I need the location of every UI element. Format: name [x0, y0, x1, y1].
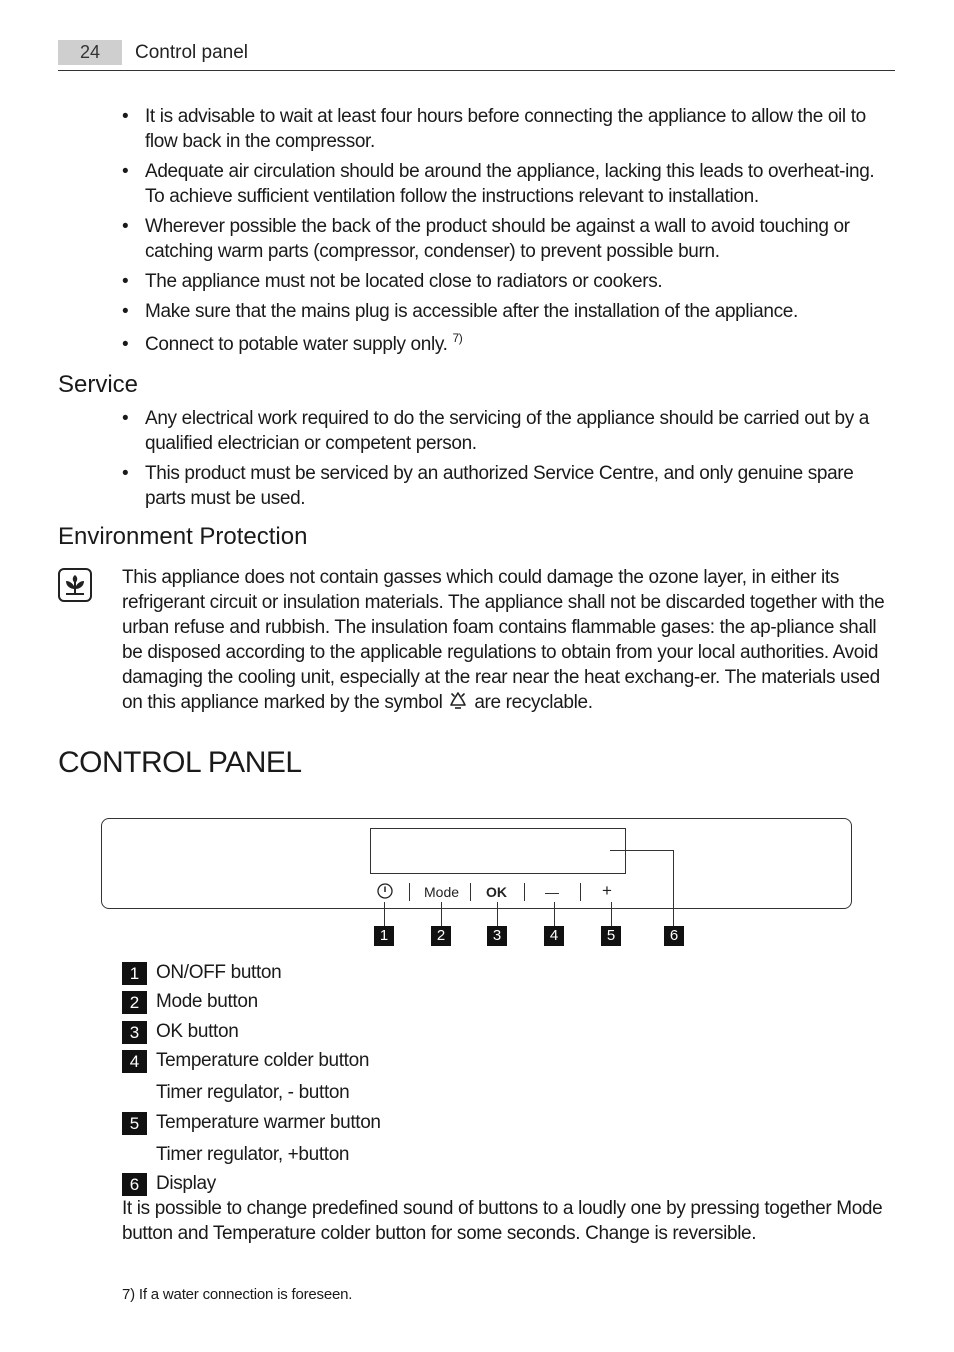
- panel-separator: [524, 883, 525, 901]
- callout-6: 6: [664, 926, 684, 946]
- installation-list: [122, 104, 897, 362]
- list-item: • It is advisable to wait at least four hours before connecting the appliance to allow the oil to flow back in the compressor.: [122, 104, 897, 154]
- recycle-icon: [447, 690, 469, 719]
- environment-icon: [58, 568, 92, 602]
- legend-number: 2: [122, 991, 147, 1014]
- callout-4: 4: [544, 926, 564, 946]
- callout-3: 3: [487, 926, 507, 946]
- callout-line-6-horizontal: [610, 850, 674, 851]
- service-list: [122, 406, 897, 516]
- display-area: [370, 828, 626, 874]
- page-number: 24: [58, 40, 122, 65]
- control-panel-heading: CONTROL PANEL: [58, 746, 302, 779]
- list-item: • Adequate air circulation should be around the appliance, lacking this leads to overheat-ing. To achieve sufficient ventilation follow the instructions relevant to installation.: [122, 159, 897, 209]
- list-item: • Any electrical work required to do the servicing of the appliance should be carried out by a qualified electrician or competent person.: [122, 406, 897, 456]
- callout-2: 2: [431, 926, 451, 946]
- footnote: 7) If a water connection is foreseen.: [122, 1286, 353, 1303]
- legend-number: 1: [122, 962, 147, 985]
- ok-button-label: OK: [486, 884, 507, 900]
- callout-5: 5: [601, 926, 621, 946]
- plus-button-label: +: [602, 881, 612, 900]
- list-item: • The appliance must not be located close to radiators or cookers.: [122, 269, 897, 294]
- callout-line-5: [611, 902, 612, 926]
- running-header: Control panel: [135, 42, 249, 63]
- legend-label: ON/OFF button: [156, 962, 282, 983]
- callout-1: 1: [374, 926, 394, 946]
- legend-label: Mode button: [156, 991, 258, 1012]
- legend-number: 6: [122, 1173, 147, 1196]
- power-icon: [376, 882, 394, 905]
- legend-label: Timer regulator, - button: [156, 1082, 350, 1103]
- panel-separator: [409, 883, 410, 901]
- legend-number: 5: [122, 1112, 147, 1135]
- legend-label: Temperature colder button: [156, 1050, 370, 1071]
- panel-separator: [470, 883, 471, 901]
- sound-note: It is possible to change predefined sound of buttons to a loudly one by pressing together Mode button and Temperature colder button for some seconds. Change is reversible.: [122, 1198, 883, 1244]
- callout-line-2: [441, 902, 442, 926]
- list-item: • Wherever possible the back of the product should be against a wall to avoid touching or catching warm parts (compressor, condenser) to prevent possible burn.: [122, 214, 897, 264]
- environment-paragraph: This appliance does not contain gasses which could damage the ozone layer, in either its refrigerant circuit or insulation materials. The appliance shall not be discarded together with the urban refuse and rubbish. The insulation foam contains flammable gases: the ap-pliance shall be disposed according to the applicable regulations to obtain from your local authorities. Avoid damaging the cooling unit, especially at the rear near the heat exchang-er. The materials used on this appliance marked by the symbol are recyclable.: [122, 565, 897, 719]
- legend-number: 3: [122, 1021, 147, 1044]
- list-item: • This product must be serviced by an authorized Service Centre, and only genuine spare parts must be used.: [122, 461, 897, 511]
- service-heading: Service: [58, 371, 139, 398]
- minus-button-label: —: [545, 884, 559, 900]
- legend-label: Timer regulator, +button: [156, 1144, 350, 1165]
- header-rule: [58, 70, 895, 71]
- legend-label: Display: [156, 1173, 216, 1194]
- mode-button-label: Mode: [424, 884, 460, 900]
- legend-label: Temperature warmer button: [156, 1112, 381, 1133]
- callout-line-6: [673, 850, 674, 926]
- list-item: • Make sure that the mains plug is accessible after the installation of the appliance.: [122, 299, 897, 324]
- legend-label: OK button: [156, 1021, 239, 1042]
- callout-line-3: [497, 902, 498, 926]
- list-item: • Connect to potable water supply only. $^{7)}$: [122, 332, 897, 357]
- legend-number: 4: [122, 1050, 147, 1073]
- panel-separator: [580, 883, 581, 901]
- footnote-ref: 7): [452, 331, 463, 345]
- callout-line-4: [554, 902, 555, 926]
- callout-line-1: [384, 902, 385, 926]
- environment-heading: Environment Protection: [58, 523, 308, 550]
